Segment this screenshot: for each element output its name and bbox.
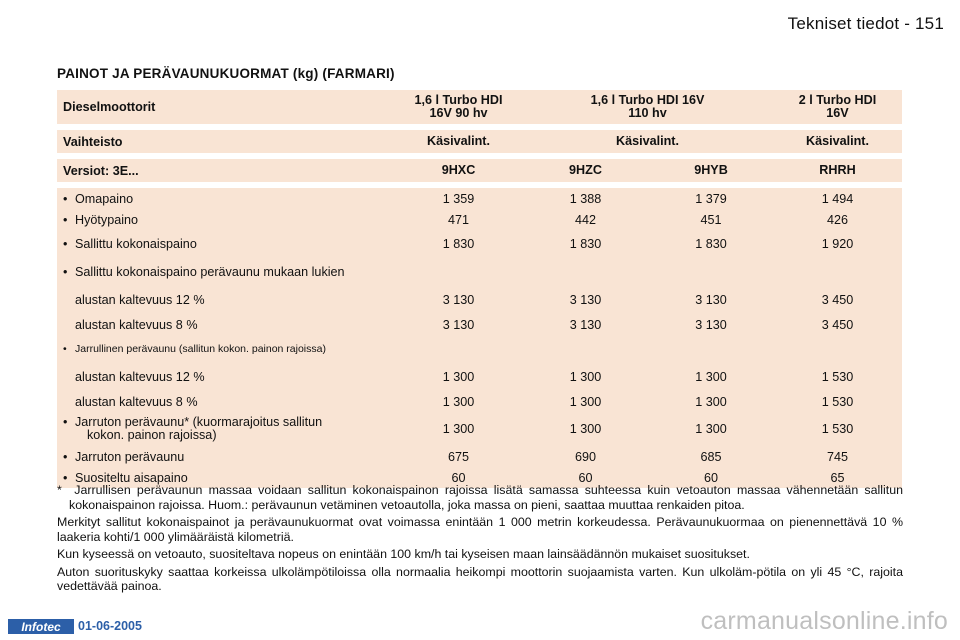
row-value: 60 [395, 467, 522, 488]
row-value: 3 130 [395, 286, 522, 314]
row-label: Jarrullinen perävaunu (sallitun kokon. painon rajoissa) [75, 343, 326, 355]
bullet: • [63, 191, 68, 206]
engine-col-2 [522, 90, 773, 124]
bullet: • [63, 212, 68, 227]
table-row [57, 412, 902, 446]
notes [57, 483, 903, 597]
row-label: Omapaino [75, 191, 134, 206]
row-value: 1 300 [522, 391, 649, 412]
note-paragraph: Auton suorituskyky saattaa korkeissa ulkolämpötiloissa olla normaalia heikompi moottorin suojaamista varten. Kun ulkoläm-pötila on yli 45 °C, rajoita vedettävää painoa. [57, 564, 903, 593]
row-value: 1 300 [395, 412, 522, 446]
row-value: 1 530 [773, 391, 902, 412]
row-value [773, 335, 902, 363]
gearbox-col-3: Käsivalint. [773, 130, 902, 153]
engine-col-1-line1: 1,6 l Turbo HDI [414, 93, 503, 107]
gearbox-col-1: Käsivalint. [395, 130, 522, 153]
row-label: alustan kaltevuus 12 % [57, 286, 395, 314]
footnote-text: Jarrullisen perävaunun massaa voidaan sallitun kokonaispainon rajoissa lisätä samassa suhteessa kuin vetoauton massaa vähennetään sallitun kokonaispainon rajoissa. Huom.: perävaunun vetäminen vetoautolla, joka massa on pieni, saattaa muuttaa renkaiden pitoa. [69, 483, 903, 512]
row-value [649, 335, 773, 363]
table-row [57, 188, 902, 209]
row-value: 1 920 [773, 230, 902, 258]
row-value: 3 450 [773, 314, 902, 335]
row-label: Suositeltu aisapaino [75, 470, 188, 485]
row-value: 1 300 [649, 412, 773, 446]
footer-date: 01-06-2005 [78, 619, 142, 633]
row-label-line1: Jarruton perävaunu* (kuormarajoitus sallitun [75, 415, 323, 429]
engine-col-3 [773, 90, 902, 124]
table-row [57, 209, 902, 230]
row-value: 1 300 [649, 391, 773, 412]
row-value: 3 130 [522, 314, 649, 335]
row-value: 1 300 [395, 363, 522, 391]
bullet: • [63, 470, 68, 485]
row-value [395, 258, 522, 286]
row-label: alustan kaltevuus 8 % [57, 314, 395, 335]
row-value: 1 830 [522, 230, 649, 258]
row-value [522, 335, 649, 363]
row-value: 1 359 [395, 188, 522, 209]
row-value: 471 [395, 209, 522, 230]
row-value: 1 388 [522, 188, 649, 209]
row-value: 1 300 [649, 363, 773, 391]
gearbox-row-label: Vaihteisto [57, 130, 395, 153]
row-value: 1 530 [773, 412, 902, 446]
section-title: PAINOT JA PERÄVAUNUKUORMAT (kg) (FARMARI) [57, 66, 395, 81]
engine-col-2-line1: 1,6 l Turbo HDI 16V [590, 93, 705, 107]
row-value: 60 [649, 467, 773, 488]
row-value: 1 300 [522, 412, 649, 446]
engine-col-3-line2: 16V [826, 106, 849, 120]
row-value [395, 335, 522, 363]
note-paragraph: Kun kyseessä on vetoauto, suositeltava nopeus on enintään 100 km/h tai kyseisen maan lainsäädännön mukaiset suositukset. [57, 547, 750, 561]
table-row [57, 230, 902, 258]
row-label-line2: kokon. painon rajoissa) [87, 428, 217, 442]
engine-col-1-line2: 16V 90 hv [429, 106, 488, 120]
table-row [57, 335, 902, 363]
row-value [649, 258, 773, 286]
row-value: 3 130 [395, 314, 522, 335]
row-label: Sallittu kokonaispaino perävaunu mukaan lukien [75, 265, 345, 279]
row-label: Sallittu kokonaispaino [75, 237, 197, 251]
spec-table [57, 90, 902, 488]
bullet: • [63, 265, 68, 279]
table-row [57, 258, 902, 286]
row-label: alustan kaltevuus 8 % [57, 391, 395, 412]
footnote-marker: * [57, 483, 62, 497]
row-value: 1 830 [649, 230, 773, 258]
row-value: 3 450 [773, 286, 902, 314]
row-value: 65 [773, 467, 902, 488]
engine-row-label: Dieselmoottorit [57, 90, 395, 124]
row-value: 1 494 [773, 188, 902, 209]
row-value: 690 [522, 446, 649, 467]
gearbox-row [57, 130, 902, 159]
engine-col-2-line2: 110 hv [628, 106, 667, 120]
row-label: Hyötypaino [75, 212, 139, 227]
gearbox-col-2: Käsivalint. [522, 130, 773, 153]
row-value: 745 [773, 446, 902, 467]
row-value: 3 130 [522, 286, 649, 314]
bullet: • [63, 343, 67, 355]
version-col-2: 9HZC [522, 159, 649, 182]
row-value: 3 130 [649, 286, 773, 314]
watermark: carmanualsonline.info [700, 607, 948, 635]
table-row [57, 391, 902, 412]
row-value: 442 [522, 209, 649, 230]
bullet: • [63, 449, 68, 464]
engine-col-3-line1: 2 l Turbo HDI [798, 93, 877, 107]
row-value [773, 258, 902, 286]
version-col-4: RHRH [773, 159, 902, 182]
row-value [522, 258, 649, 286]
infotec-logo: Infotec [8, 619, 74, 634]
bullet: • [63, 415, 68, 429]
row-value: 1 300 [395, 391, 522, 412]
row-value: 685 [649, 446, 773, 467]
version-row-label: Versiot: 3E... [57, 159, 395, 182]
version-row [57, 159, 902, 188]
table-row [57, 446, 902, 467]
row-value: 60 [522, 467, 649, 488]
table-row [57, 286, 902, 314]
row-label: Jarruton perävaunu [75, 449, 185, 464]
footnote [57, 483, 903, 512]
row-value: 675 [395, 446, 522, 467]
row-value: 1 530 [773, 363, 902, 391]
bullet: • [63, 237, 68, 251]
version-col-1: 9HXC [395, 159, 522, 182]
row-label: alustan kaltevuus 12 % [57, 363, 395, 391]
row-value: 426 [773, 209, 902, 230]
table-row [57, 363, 902, 391]
row-value: 1 830 [395, 230, 522, 258]
page-header: Tekniset tiedot - 151 [787, 14, 944, 33]
row-value: 451 [649, 209, 773, 230]
version-col-3: 9HYB [649, 159, 773, 182]
engine-col-1 [395, 90, 522, 124]
note-paragraph: Merkityt sallitut kokonaispainot ja perävaunukuormat ovat voimassa enintään 1 000 metrin korkeudessa. Perävaunukuormaa on pienennettävä 10 % laakeria kohti/1 000 ylimääräistä kilometriä. [57, 515, 903, 544]
row-value: 3 130 [649, 314, 773, 335]
table-row [57, 314, 902, 335]
row-value: 1 300 [522, 363, 649, 391]
row-value: 1 379 [649, 188, 773, 209]
engine-row [57, 90, 902, 130]
